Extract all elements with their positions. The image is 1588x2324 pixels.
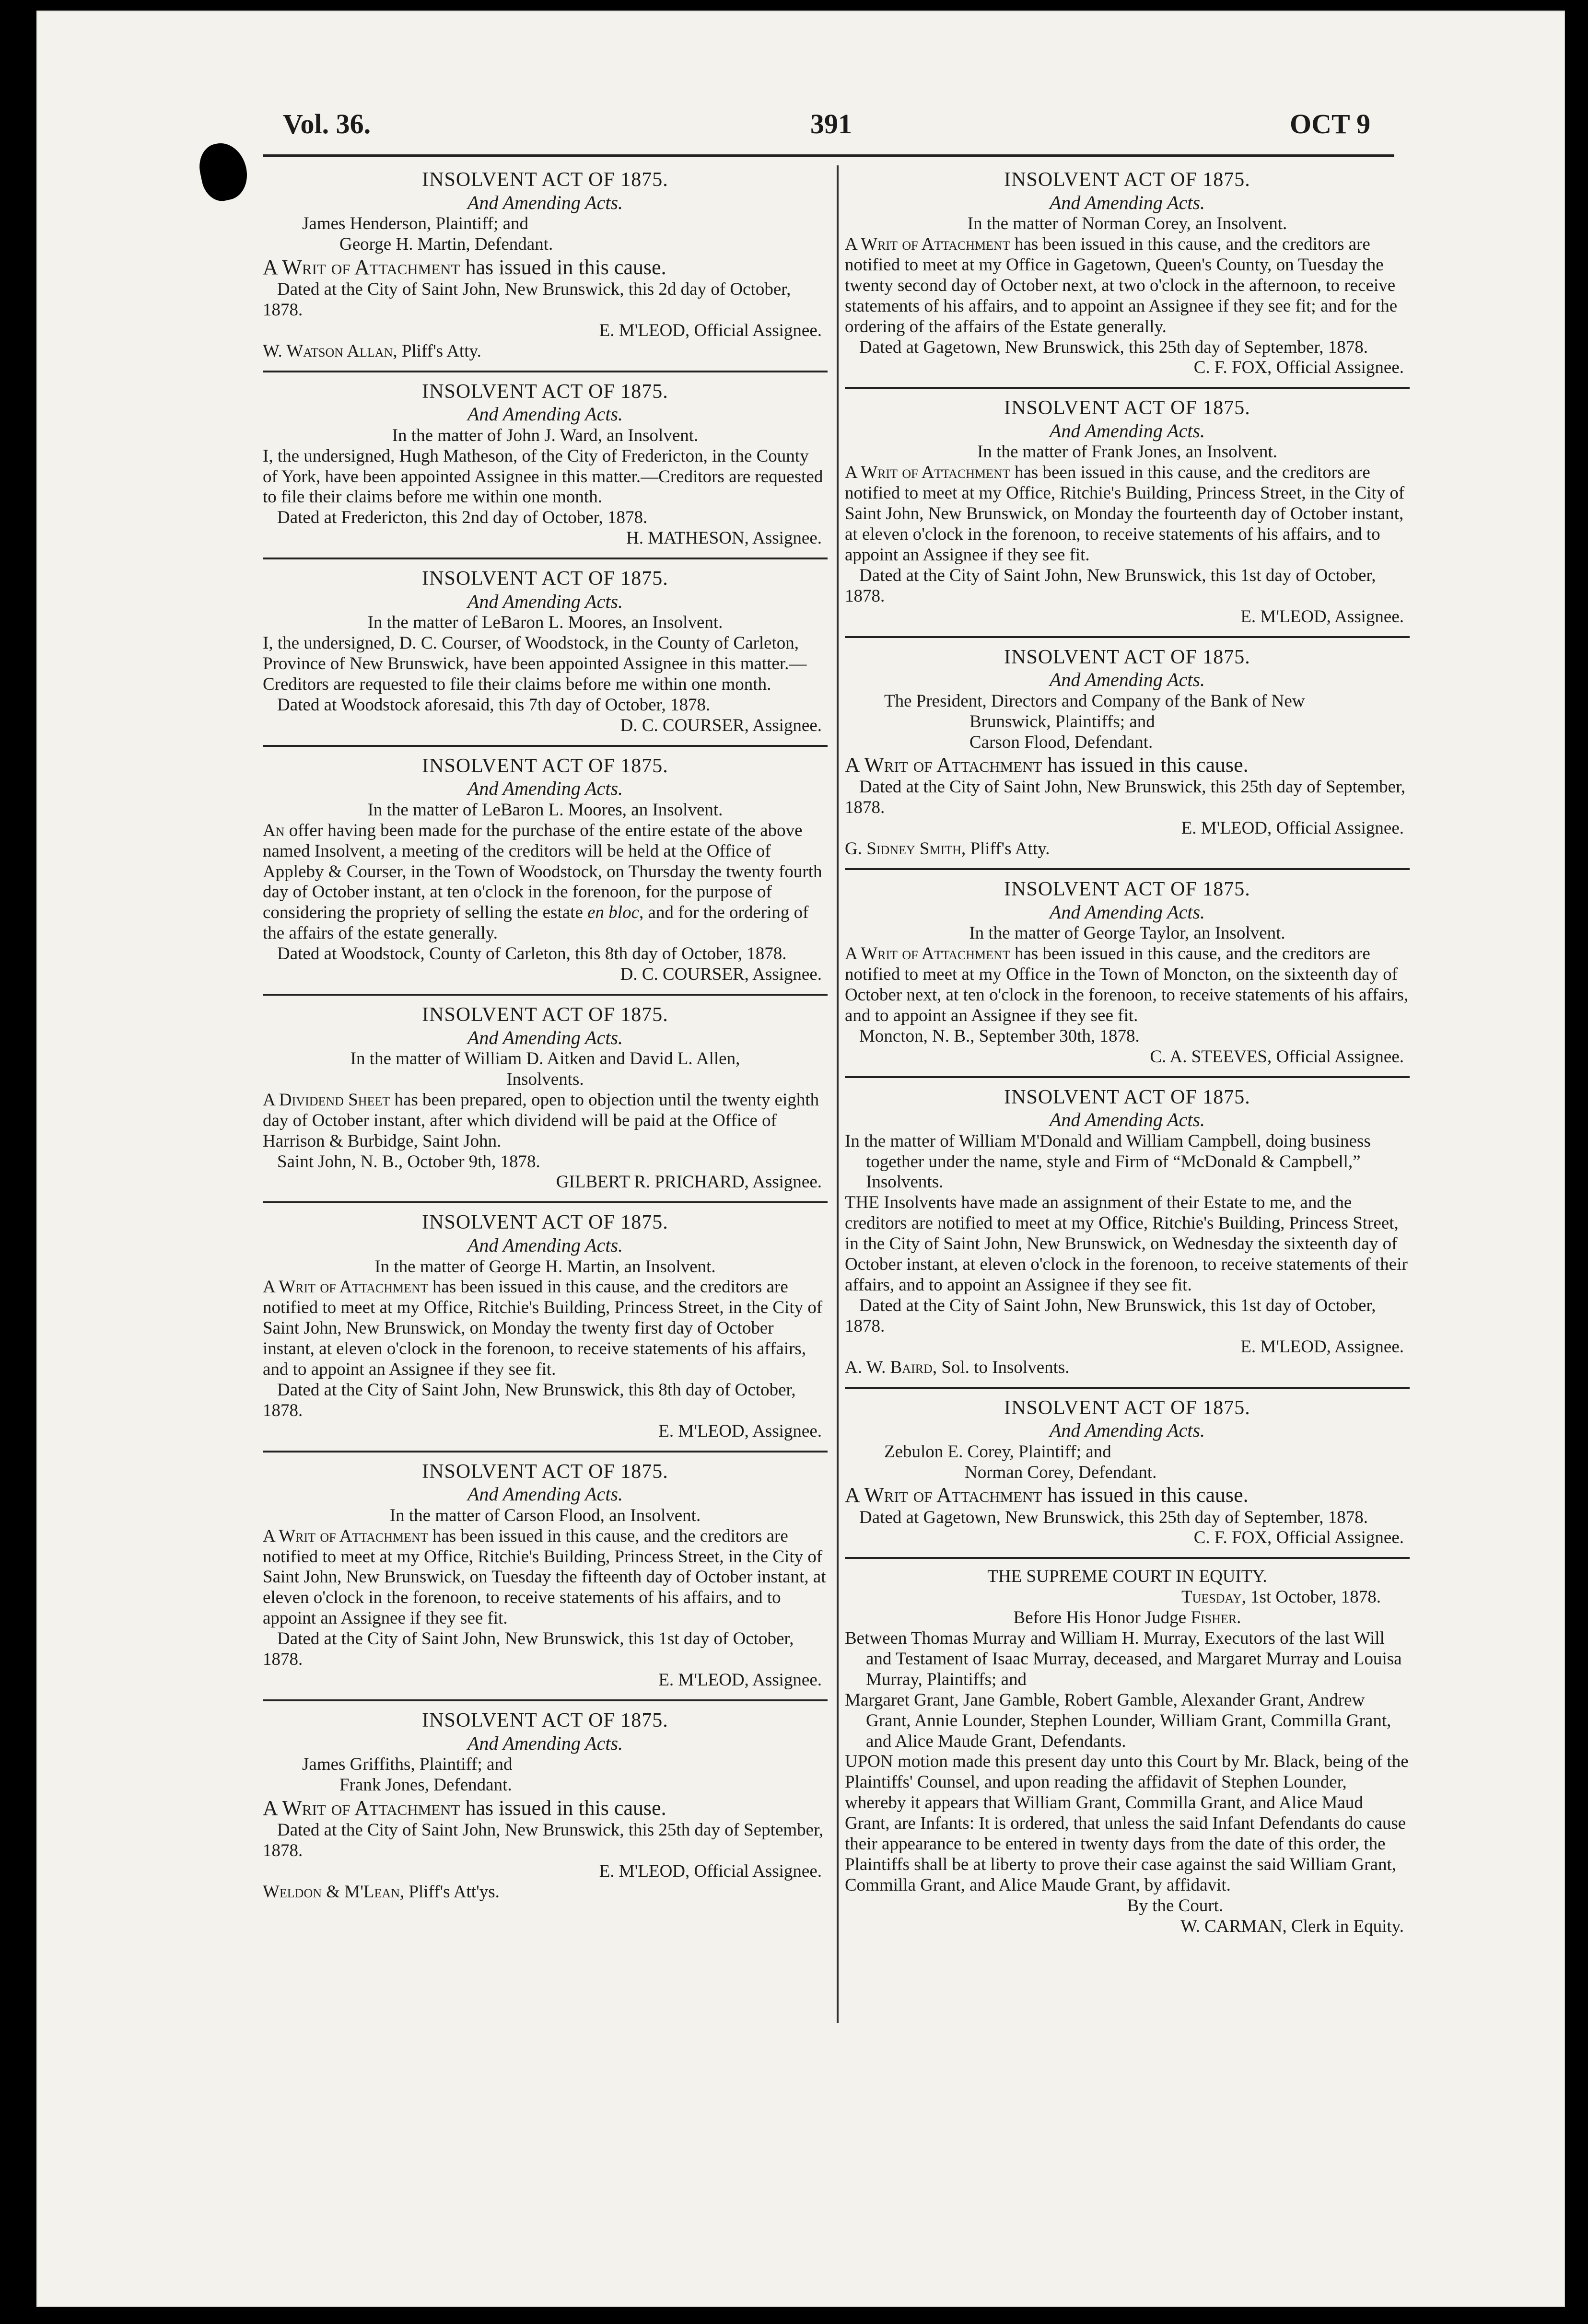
notice-body: I, the undersigned, Hugh Matheson, of the City of Fredericton, in the County of York, have been appointed Assignee in this matter.—Creditors are requested to file their claims before me within one month.: [263, 446, 823, 507]
assignee-signature: E. M'LEOD, Official Assignee.: [599, 1861, 822, 1881]
matter-line: In the matter of Norman Corey, an Insolvent.: [967, 214, 1287, 234]
body-italic: en bloc: [587, 903, 639, 923]
matter-line: Insolvents.: [506, 1069, 584, 1089]
notice-subtitle: And Amending Acts.: [467, 1732, 623, 1754]
notice-subtitle: And Amending Acts.: [467, 1483, 623, 1505]
notice-body: I, the undersigned, D. C. Courser, of Woodstock, in the County of Carleton, Province of New Brunswick, have been appointed Assignee in this matter.—Creditors are requested to file their claims before me within one month.: [263, 633, 807, 694]
writ-rest: has issued in this cause.: [1042, 1483, 1249, 1507]
dated-line: Dated at the City of Saint John, New Brunswick, this 1st day of October, 1878.: [263, 1629, 794, 1670]
notice: [845, 387, 1410, 633]
matter-line: In the matter of John J. Ward, an Insolvent.: [392, 425, 699, 445]
writ-label: Writ of Attachment: [282, 255, 460, 279]
body-text: has been issued in this cause, and the creditors are notified to meet at my Office in Gagetown, Queen's County, on Tuesday the twenty second day of October next, at two o'clock in the afternoon, to receive statements of his affairs, and to appoint an Assignee if they see fit; and for the ordering of the affairs of the Estate generally.: [845, 234, 1398, 337]
notice-body: [845, 944, 1410, 1026]
notice-title: INSOLVENT ACT OF 1875.: [422, 755, 668, 777]
lead-word: THE: [845, 1193, 879, 1213]
writ-rest: has issued in this cause.: [460, 255, 666, 279]
defendant-line: Carson Flood, Defendant.: [969, 732, 1153, 752]
notice-title: INSOLVENT ACT OF 1875.: [422, 1460, 668, 1483]
dated-line: Dated at the City of Saint John, New Brunswick, this 1st day of October, 1878.: [845, 1295, 1376, 1336]
court-judge: Fisher.: [1191, 1608, 1241, 1628]
dated-line: Dated at Fredericton, this 2nd day of October, 1878.: [277, 508, 648, 528]
writ-a: A: [845, 753, 864, 777]
writ-a: A: [845, 1483, 864, 1507]
notice-title: INSOLVENT ACT OF 1875.: [422, 1003, 668, 1026]
court-date: , 1st October, 1878.: [1241, 1587, 1381, 1607]
writ-rest: has issued in this cause.: [1042, 753, 1249, 777]
notice: [263, 1699, 828, 1908]
assignee-signature: E. M'LEOD, Assignee.: [1240, 1336, 1404, 1357]
lead-word: A Writ of Attachment: [845, 944, 1010, 964]
dated-line: Dated at Gagetown, New Brunswick, this 25th day of September, 1878.: [859, 337, 1368, 357]
notice: [263, 994, 828, 1198]
assignee-signature: E. M'LEOD, Official Assignee.: [599, 320, 822, 340]
body-text: Insolvents have made an assignment of their Estate to me, and the creditors are notified to meet at my Office, Ritchie's Building, Princess Street, in the City of Saint John, New Brunswick, on Wednesday the sixteenth day of October instant, at eleven o'clock in the forenoon, to receive statements of their affairs, and to appoint an Assignee if they see fit.: [845, 1193, 1408, 1295]
notice-title: INSOLVENT ACT OF 1875.: [422, 169, 668, 191]
assignee-signature: E. M'LEOD, Assignee.: [658, 1670, 822, 1690]
notice-subtitle: And Amending Acts.: [467, 1026, 623, 1048]
body-text: has been prepared, open to objection until the twenty eighth day of October instant, after which dividend will be paid at the Office of Harrison & Burbidge, Saint John.: [263, 1090, 819, 1151]
dated-line: Dated at Gagetown, New Brunswick, this 25th day of September, 1878.: [859, 1507, 1368, 1527]
matter-line: In the matter of George Taylor, an Insolvent.: [969, 923, 1285, 943]
notice-subtitle: And Amending Acts.: [1049, 901, 1205, 923]
writ-a: A: [263, 255, 282, 279]
assignee-signature: E. M'LEOD, Official Assignee.: [1181, 818, 1404, 838]
dated-line: Moncton, N. B., September 30th, 1878.: [859, 1026, 1140, 1046]
notice: [263, 371, 828, 555]
notice: [845, 1076, 1410, 1384]
notice-body: [263, 1277, 828, 1380]
notice-title: INSOLVENT ACT OF 1875.: [422, 1211, 668, 1234]
matter-line: In the matter of Carson Flood, an Insolvent.: [389, 1505, 701, 1525]
defendant-line: Norman Corey, Defendant.: [965, 1462, 1157, 1482]
lead-word: A Writ of Attachment: [263, 1526, 428, 1546]
assignee-signature: C. F. FOX, Official Assignee.: [1193, 1528, 1404, 1548]
writ-rest: has issued in this cause.: [460, 1796, 666, 1820]
notice-title: INSOLVENT ACT OF 1875.: [422, 568, 668, 590]
body-text: motion made this present day unto this Court by Mr. Black, being of the Plaintiffs' Counsel, and upon reading the affidavit of Stephen Lounder, whereby it appears that William Grant, Commilla Grant, and Alice Maud Grant, are Infants: It is ordered, that unless the said Infant Defendants do cause their appearance to be entered in twenty days from the date of this order, the Plaintiffs shall be at liberty to prove their case against the said William Grant, Commilla Grant, and Alice Maude Grant, by affidavit.: [845, 1752, 1409, 1895]
dated-line: Dated at Woodstock, County of Carleton, this 8th day of October, 1878.: [277, 944, 787, 964]
notice: [263, 558, 828, 742]
matter-line: In the matter of LeBaron L. Moores, an Insolvent.: [367, 800, 723, 820]
lead-word: An: [263, 820, 285, 840]
notice-subtitle: And Amending Acts.: [467, 403, 623, 425]
matter-line: In the matter of William M'Donald and William Campbell, doing business together under the name, style and Firm of “McDonald & Campbell,” Insolvents.: [845, 1131, 1371, 1192]
notice-subtitle: And Amending Acts.: [467, 590, 623, 612]
page-number: 391: [810, 108, 852, 139]
lead-word: UPON: [845, 1752, 893, 1772]
notice-body: [263, 821, 828, 944]
writ-label: Writ of Attachment: [864, 753, 1042, 777]
dated-line: Dated at the City of Saint John, New Brunswick, this 8th day of October, 1878.: [263, 1380, 796, 1420]
lead-word: A Writ of Attachment: [263, 1277, 428, 1297]
notice-title: INSOLVENT ACT OF 1875.: [422, 1709, 668, 1731]
court-parties-plaintiffs: Between Thomas Murray and William H. Murray, Executors of the last Will and Testament of Isaac Murray, deceased, and Margaret Murray and Louisa Murray, Plaintiffs; and: [845, 1628, 1402, 1689]
plaintiff-line: Zebulon E. Corey, Plaintiff; and: [884, 1441, 1111, 1462]
notice-title: INSOLVENT ACT OF 1875.: [1004, 397, 1250, 419]
defendant-line: Frank Jones, Defendant.: [339, 1775, 512, 1795]
assignee-signature: GILBERT R. PRICHARD, Assignee.: [556, 1172, 822, 1192]
lead-word: A Writ of Attachment: [845, 463, 1010, 483]
lead-word: A Dividend Sheet: [263, 1090, 390, 1110]
court-parties-defendants: Margaret Grant, Jane Gamble, Robert Gamble, Alexander Grant, Andrew Grant, Annie Lounder, Stephen Lounder, William Grant, Commilla Grant, and Alice Maude Grant, Defendants.: [845, 1690, 1391, 1751]
court-before: Before His Honor Judge: [1013, 1608, 1191, 1628]
dated-line: Dated at the City of Saint John, New Brunswick, this 25th day of September, 1878.: [263, 1820, 824, 1860]
notice-subtitle: And Amending Acts.: [467, 778, 623, 800]
plaintiff-line: James Henderson, Plaintiff; and: [302, 214, 529, 234]
dated-line: Saint John, N. B., October 9th, 1878.: [277, 1151, 540, 1172]
volume-number: Vol. 36.: [283, 108, 371, 139]
notice: [845, 636, 1410, 865]
body-text: , and for the ordering of the affairs of the estate generally.: [263, 903, 809, 943]
court-body: [845, 1752, 1410, 1895]
attorney-role: , Pliff's Atty.: [961, 839, 1050, 859]
writ-label: Writ of Attachment: [864, 1483, 1042, 1507]
assignee-signature: C. A. STEEVES, Official Assignee.: [1150, 1046, 1404, 1067]
notice: [263, 1201, 828, 1447]
assignee-signature: E. M'LEOD, Assignee.: [658, 1421, 822, 1441]
attorney-role: , Pliff's Att'ys.: [399, 1882, 500, 1902]
notice-subtitle: And Amending Acts.: [1049, 1419, 1205, 1441]
dated-line: Dated at the City of Saint John, New Brunswick, this 2d day of October, 1878.: [263, 279, 791, 320]
writ-a: A: [263, 1796, 282, 1820]
defendant-line: George H. Martin, Defendant.: [339, 234, 553, 255]
dated-line: Dated at Woodstock aforesaid, this 7th day of October, 1878.: [277, 695, 711, 715]
matter-line: In the matter of George H. Martin, an Insolvent.: [374, 1256, 716, 1277]
notice-subtitle: And Amending Acts.: [467, 191, 623, 213]
notice-title: INSOLVENT ACT OF 1875.: [1004, 1086, 1250, 1108]
body-text: has been issued in this cause, and the creditors are notified to meet at my Office in the Town of Moncton, on the sixteenth day of October next, at ten o'clock in the forenoon, to receive statements of his affairs, and to appoint an Assignee if they see fit.: [845, 944, 1409, 1025]
notice-title: INSOLVENT ACT OF 1875.: [1004, 646, 1250, 668]
body-text: offer having been made for the purchase of the entire estate of the above named Insolvent, a meeting of the creditors will be held at the Office of Appleby & Courser, in the Town of Woodstock, on Thursday the twenty fourth day of October instant, at ten o'clock in the forenoon, for the purpose of considering the propriety of selling the estate: [263, 820, 822, 923]
dated-line: Dated at the City of Saint John, New Brunswick, this 1st day of October, 1878.: [845, 565, 1376, 606]
lead-word: A Writ of Attachment: [845, 234, 1010, 255]
notice-body: [263, 1090, 828, 1152]
notice-subtitle: And Amending Acts.: [467, 1234, 623, 1256]
notice-title: INSOLVENT ACT OF 1875.: [1004, 169, 1250, 191]
plaintiff-line: The President, Directors and Company of the Bank of New: [884, 691, 1305, 711]
clerk-signature: W. CARMAN, Clerk in Equity.: [1180, 1916, 1404, 1936]
notice: [845, 868, 1410, 1073]
matter-line: In the matter of William D. Aitken and David L. Allen,: [350, 1049, 740, 1069]
body-text: has been issued in this cause, and the creditors are notified to meet at my Office, Ritchie's Building, Princess Street, in the City of Saint John, New Brunswick, on Monday the fourteenth day of October instant, at eleven o'clock in the forenoon, to receive statements of his affairs, and to appoint an Assignee if they see fit.: [845, 463, 1405, 565]
assignee-signature: D. C. COURSER, Assignee.: [620, 964, 822, 985]
notice-body: [845, 463, 1410, 566]
notice-title: INSOLVENT ACT OF 1875.: [1004, 1396, 1250, 1419]
court-title: THE SUPREME COURT IN EQUITY.: [987, 1567, 1267, 1587]
notice-title: INSOLVENT ACT OF 1875.: [1004, 878, 1250, 901]
notice: [845, 165, 1410, 384]
notice-subtitle: And Amending Acts.: [1049, 669, 1205, 691]
attorney-role: , Sol. to Insolvents.: [932, 1357, 1070, 1377]
attorney-name: G. Sidney Smith: [845, 839, 961, 859]
writ-label: Writ of Attachment: [282, 1796, 460, 1820]
assignee-signature: C. F. FOX, Official Assignee.: [1193, 358, 1404, 378]
attorney-name: W. Watson Allan: [263, 341, 393, 361]
notice-subtitle: And Amending Acts.: [1049, 1109, 1205, 1131]
plaintiff-line: James Griffiths, Plaintiff; and: [302, 1755, 513, 1775]
column-divider: [837, 165, 839, 2023]
assignee-signature: D. C. COURSER, Assignee.: [620, 715, 822, 735]
attorney-name: Weldon & M'Lean: [263, 1882, 400, 1902]
plaintiff-line-2: Brunswick, Plaintiffs; and: [969, 711, 1155, 732]
attorney-role: , Pliff's Atty.: [393, 341, 481, 361]
left-column: [263, 165, 828, 1908]
attorney-name: A. W. Baird: [845, 1357, 933, 1377]
notice: [263, 745, 828, 991]
right-column: [845, 165, 1410, 1943]
notice: [263, 165, 828, 368]
body-text: has been issued in this cause, and the creditors are notified to meet at my Office, Ritchie's Building, Princess Street, in the City of Saint John, New Brunswick, on Monday the twenty first day of October instant, at eleven o'clock in the forenoon, to receive statements of his affairs, and to appoint an Assignee if they see fit.: [263, 1277, 823, 1380]
issue-date: OCT 9: [1290, 108, 1371, 139]
assignee-signature: E. M'LEOD, Assignee.: [1240, 606, 1404, 627]
by-the-court: By the Court.: [1127, 1895, 1224, 1916]
notice-title: INSOLVENT ACT OF 1875.: [422, 380, 668, 403]
notice-subtitle: And Amending Acts.: [1049, 191, 1205, 213]
notice-subtitle: And Amending Acts.: [1049, 420, 1205, 442]
notice: [845, 1387, 1410, 1555]
notice-body: [263, 1526, 828, 1629]
court-notice: [845, 1557, 1410, 1942]
matter-line: In the matter of LeBaron L. Moores, an Insolvent.: [367, 613, 723, 633]
notice-body: [845, 1193, 1410, 1296]
notice: [263, 1451, 828, 1697]
matter-line: In the matter of Frank Jones, an Insolvent.: [977, 442, 1277, 462]
notice-body: [845, 234, 1410, 337]
header-rule: [263, 154, 1394, 157]
dated-line: Dated at the City of Saint John, New Brunswick, this 25th day of September, 1878.: [845, 777, 1406, 818]
court-day: Tuesday: [1181, 1587, 1242, 1607]
body-text: has been issued in this cause, and the creditors are notified to meet at my Office, Ritchie's Building, Princess Street, in the City of Saint John, New Brunswick, on Tuesday the fifteenth day of October instant, at eleven o'clock in the forenoon, to receive statements of his affairs, and to appoint an Assignee if they see fit.: [263, 1526, 826, 1628]
assignee-signature: H. MATHESON, Assignee.: [626, 528, 822, 548]
